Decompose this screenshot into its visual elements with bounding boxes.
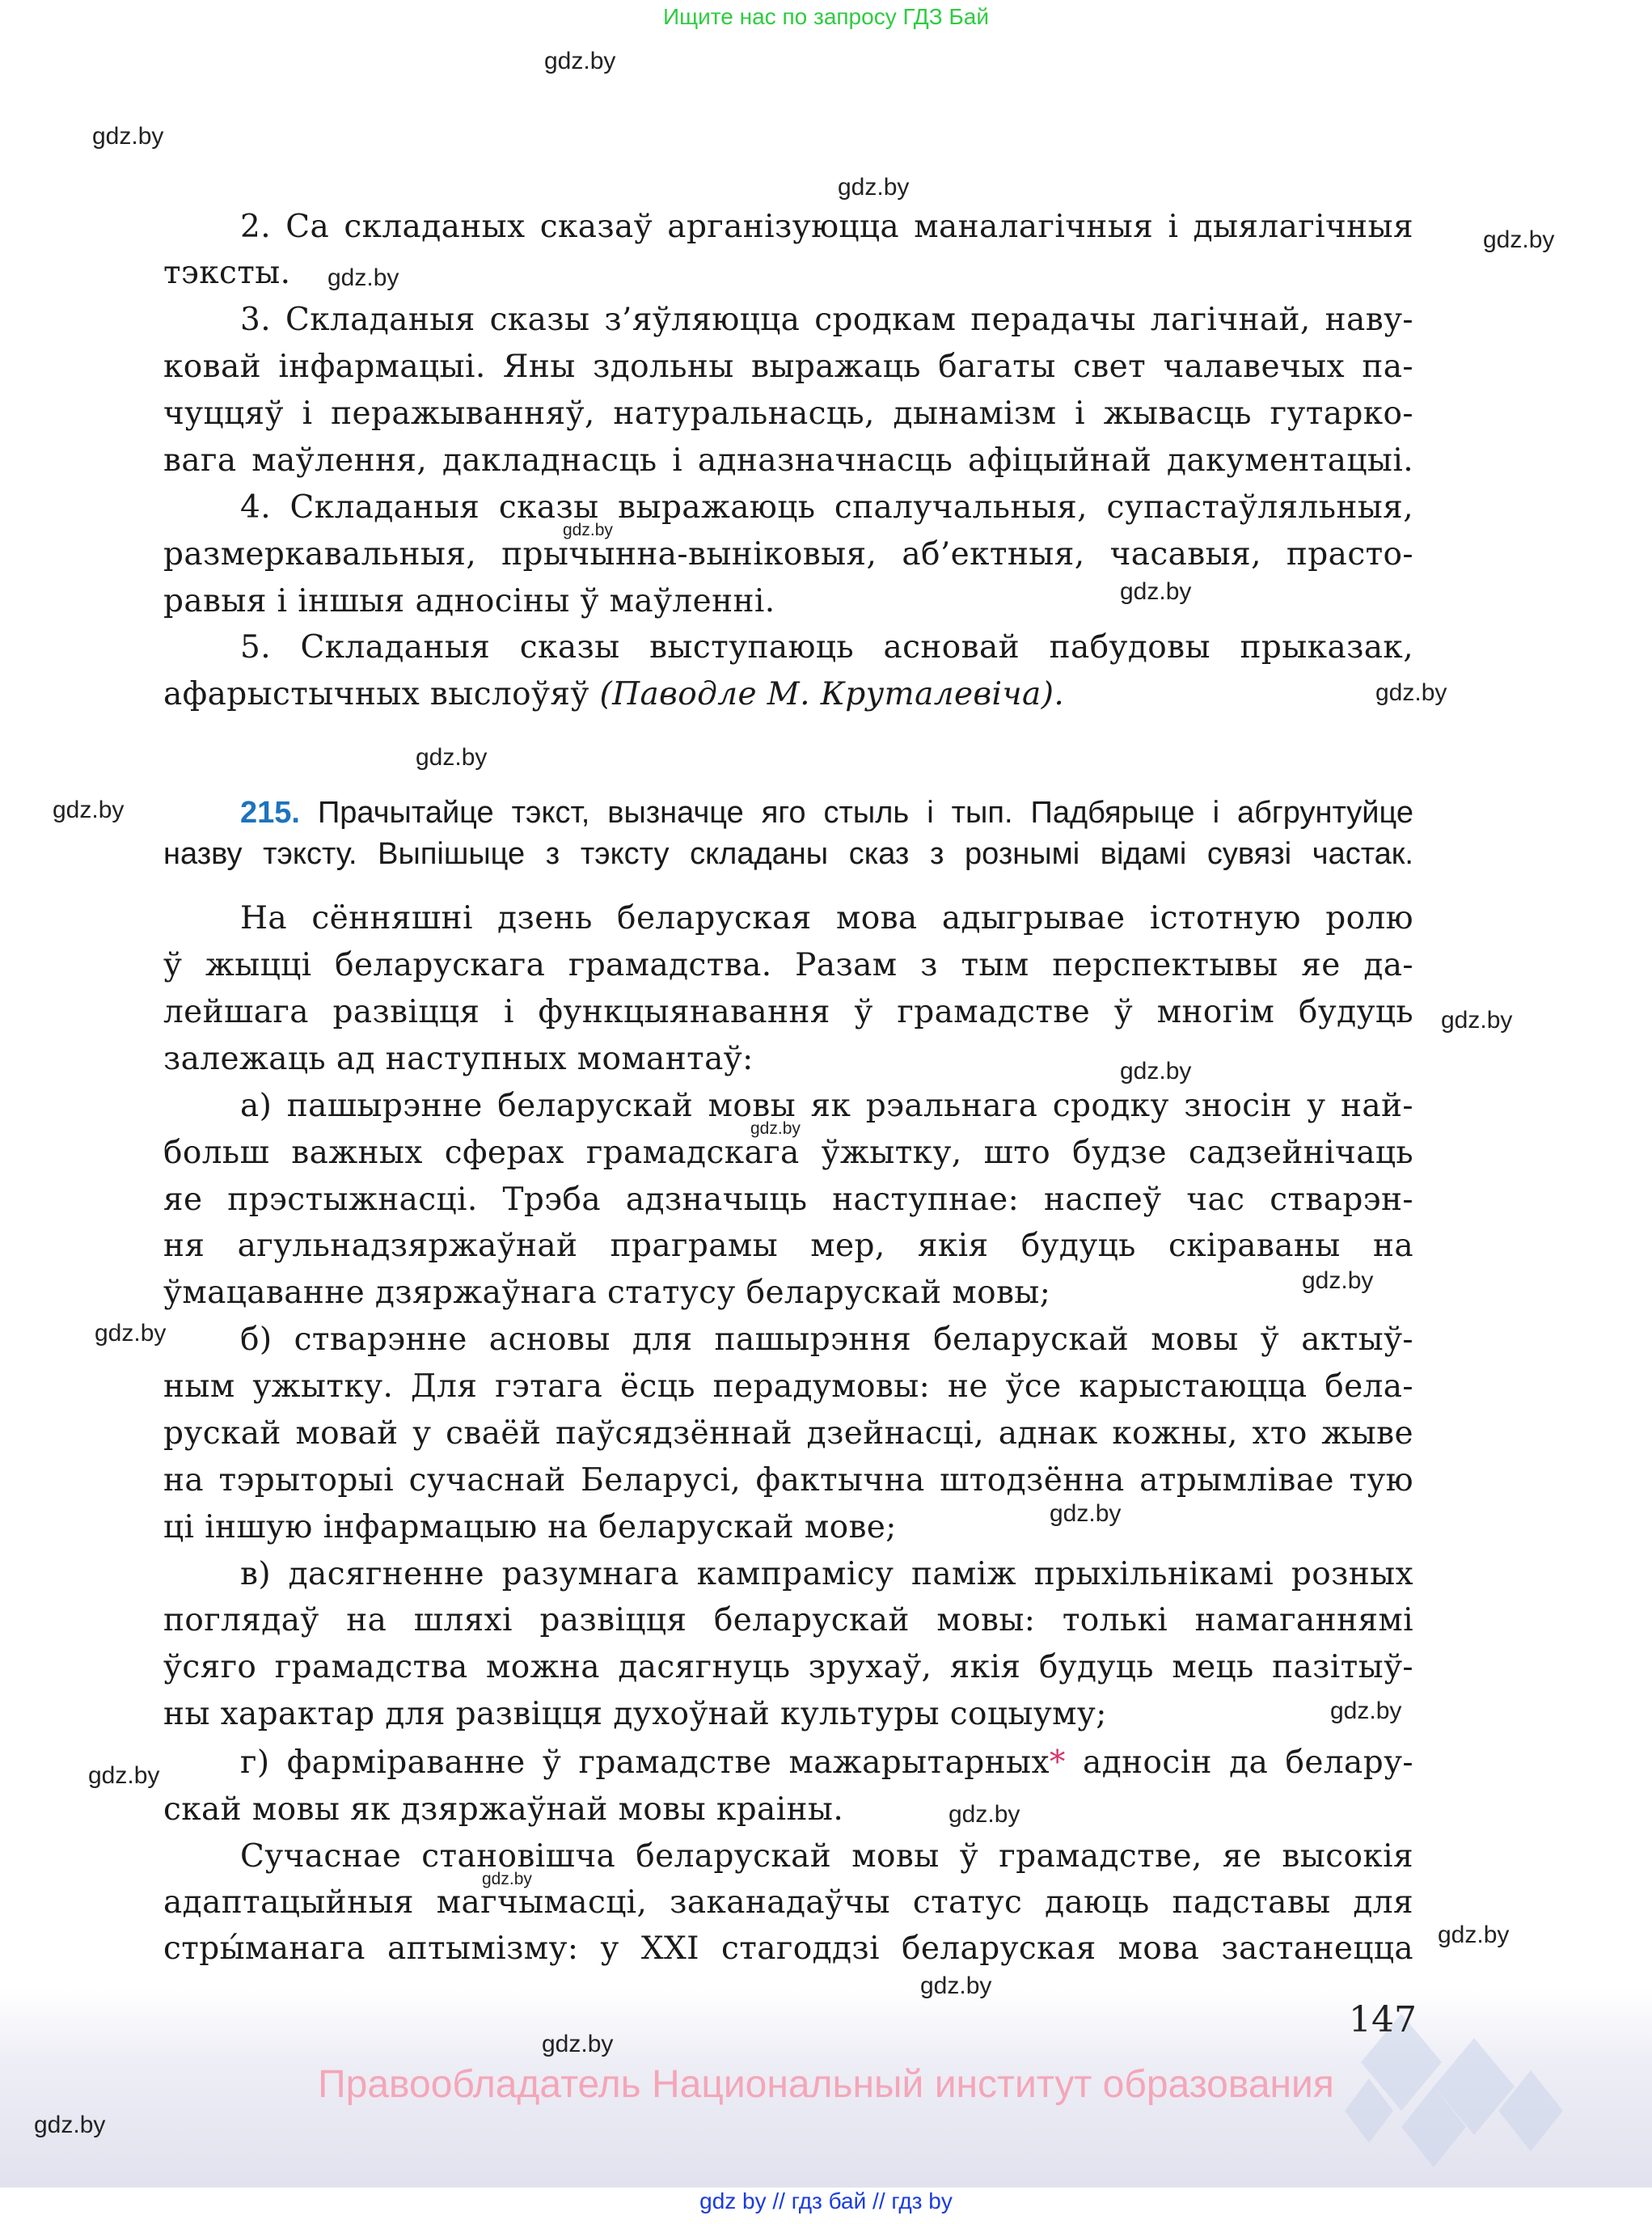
text-line [163, 438, 1413, 484]
line-text: поглядаў на шляхі развіцця беларускай мовы: толькі намаганнямі [163, 1602, 1413, 1638]
line-text: залежаць ад наступных момантаў: [163, 1041, 754, 1077]
line-text: больш важных сферах грамадскага ўжытку, што будзе садзейнічаць [163, 1135, 1413, 1171]
text-line [163, 1223, 1413, 1270]
line-text: адносін да белару- [1065, 1744, 1414, 1781]
text-line [163, 578, 1413, 625]
line-text: тэксты. [163, 255, 291, 291]
line-text: ўмацаванне дзяржаўнага статусу беларускай мовы; [163, 1275, 1051, 1311]
text-line [163, 1597, 1413, 1644]
text-line [163, 989, 1413, 1036]
watermark: gdz.by [1438, 1922, 1510, 1948]
watermark: gdz.by [750, 1119, 801, 1138]
line-text: 5. Складаныя сказы выступаюць асновай пабудовы прыказак, [240, 629, 1413, 666]
text-line [163, 1926, 1413, 1972]
text-line [163, 1457, 1413, 1504]
footnote-asterisk: * [1049, 1744, 1066, 1781]
text-line [240, 624, 1413, 671]
text-line [163, 1410, 1413, 1457]
text-line [163, 1691, 1413, 1738]
watermark: gdz.by [92, 123, 164, 150]
line-text: Прачытайце тэкст, вызначце яго стыль і тып. Падбярыце і абгрунтуйце [299, 796, 1413, 830]
watermark: gdz.by [563, 521, 613, 539]
task-line [163, 831, 1413, 877]
text-line [163, 1364, 1413, 1410]
text-line [240, 895, 1413, 942]
line-text: ковай інфармацыі. Яны здольны выражаць багаты свет чалавечых па- [163, 349, 1413, 385]
line-text: На сённяшні дзень беларуская мова адыгрывае істотную ролю [240, 900, 1413, 937]
watermark: gdz.by [88, 1762, 160, 1789]
line-text: адаптацыйныя магчымасці, заканадаўчы статус даюць падставы для [163, 1884, 1413, 1921]
watermark: gdz.by [1050, 1500, 1122, 1527]
line-text: стры́манага аптымізму: у XXI стагоддзі беларуская мова застанецца [163, 1930, 1413, 1967]
text-line [240, 1740, 1413, 1786]
line-text: Сучаснае становішча беларускай мовы ў грамадстве, яе высокія [240, 1838, 1413, 1875]
watermark: gdz.by [327, 264, 399, 291]
line-text: размеркавальныя, прычынна-выніковыя, аб’ектныя, часавыя, прасто- [163, 536, 1413, 573]
watermark: gdz.by [544, 48, 616, 74]
top-search-note[interactable]: Ищите нас по запросу ГДЗ Бай [662, 4, 990, 29]
watermark: gdz.by [838, 174, 910, 201]
text-line [163, 1177, 1413, 1224]
line-text: ў жыцці беларускага грамадства. Разам з тым перспектывы яе да- [163, 947, 1413, 983]
watermark: gdz.by [920, 1972, 992, 1999]
watermark: gdz.by [1483, 226, 1555, 253]
task-line [240, 789, 1413, 836]
line-text: рускай мовай у сваёй паўсядзённай дзейнасці, аднак кожны, хто жыве [163, 1415, 1413, 1452]
line-text: скай мовы як дзяржаўнай мовы краіны. [163, 1791, 844, 1828]
line-text: а) пашырэнне беларускай мовы як рэальнага сродку зносін у най- [240, 1088, 1413, 1124]
line-text: ня агульнадзяржаўнай праграмы мер, якія будуць скіраваны на [163, 1228, 1413, 1264]
line-text: ўсяго грамадства можна дасягнуць зрухаў, якія будуць мець пазітыў- [163, 1649, 1413, 1685]
text-line [240, 1083, 1413, 1130]
line-text: ны характар для развіцця духоўнай культуры соцыуму; [163, 1696, 1107, 1732]
text-line [240, 1551, 1413, 1598]
text-line [240, 297, 1413, 344]
watermark: gdz.by [1120, 1058, 1192, 1085]
task-number: 215. [240, 796, 300, 830]
text-line [163, 531, 1413, 578]
line-text: на тэрыторыі сучаснай Беларусі, фактычна штодзённа атрымлівае тую [163, 1462, 1413, 1499]
watermark: gdz.by [1302, 1267, 1374, 1294]
page-number: 147 [1349, 1999, 1417, 2040]
text-line [163, 391, 1413, 438]
text-line [163, 344, 1413, 391]
line-text: равыя і іншыя адносіны ў маўленні. [163, 583, 775, 619]
line-text: г) фарміраванне ў грамадстве мажарытарных [240, 1744, 1050, 1781]
text-line [163, 671, 1413, 718]
watermark: gdz.by [416, 744, 488, 771]
bottom-links[interactable]: gdz by // гдз бай // гдз by [699, 2188, 953, 2213]
watermark: gdz.by [1120, 578, 1192, 605]
citation-source: (Паводле М. Круталевіча). [599, 676, 1065, 712]
watermark: gdz.by [1375, 679, 1447, 706]
watermark: gdz.by [949, 1801, 1020, 1828]
text-line [163, 1270, 1413, 1317]
line-text: лейшага развіцця і функцыянавання ў грамадстве ў многім будуць [163, 994, 1413, 1030]
text-line [240, 1317, 1413, 1364]
watermark: gdz.by [53, 797, 125, 823]
text-line [163, 1036, 1413, 1083]
line-text: вага маўлення, дакладнасць і адназначнасць афіцыйнай дакументацыі. [163, 442, 1413, 479]
watermark: gdz.by [1330, 1698, 1402, 1724]
text-line [163, 1504, 1413, 1551]
text-line [240, 204, 1413, 251]
text-line [163, 1879, 1413, 1926]
line-text: 2. Са складаных сказаў арганізуюцца маналагічныя і дыялагічныя [240, 209, 1413, 245]
line-text: 3. Складаныя сказы з’яўляюцца сродкам перадачы лагічнай, наву- [240, 302, 1413, 338]
text-line [240, 484, 1413, 531]
text-line [163, 1786, 1413, 1833]
line-text: 4. Складаныя сказы выражаюць спалучальныя, супастаўляльныя, [240, 489, 1413, 526]
text-line [163, 942, 1413, 989]
line-text: афарыстычных выслоўяў [163, 676, 600, 712]
watermark: gdz.by [482, 1870, 532, 1888]
text-line [163, 1644, 1413, 1691]
line-text: яе прэстыжнасці. Трэба адзначыць наступнае: наспеў час стварэн- [163, 1182, 1413, 1218]
line-text: назву тэксту. Выпішыце з тэксту складаны сказ з рознымі відамі сувязі частак. [163, 837, 1413, 871]
watermark: gdz.by [34, 2112, 106, 2138]
watermark: gdz.by [1441, 1007, 1513, 1034]
watermark: gdz.by [542, 2031, 614, 2057]
line-text: ці іншую інфармацыю на беларускай мове; [163, 1509, 897, 1545]
line-text: чуццяў і перажыванняў, натуральнасць, дынамізм і жывасць гутарко- [163, 395, 1413, 432]
text-line [240, 1833, 1413, 1880]
line-text: ным ужытку. Для гэтага ёсць перадумовы: не ўсе карыстаюцца бела- [163, 1368, 1413, 1405]
watermark: gdz.by [95, 1320, 167, 1347]
line-text: в) дасягненне разумнага кампрамісу паміж прыхільнікамі розных [240, 1556, 1413, 1592]
line-text: б) стварэнне асновы для пашырэння беларускай мовы ў актыў- [240, 1321, 1413, 1358]
rights-holder-notice: Правообладатель Национальный институт образования [318, 2063, 1334, 2106]
